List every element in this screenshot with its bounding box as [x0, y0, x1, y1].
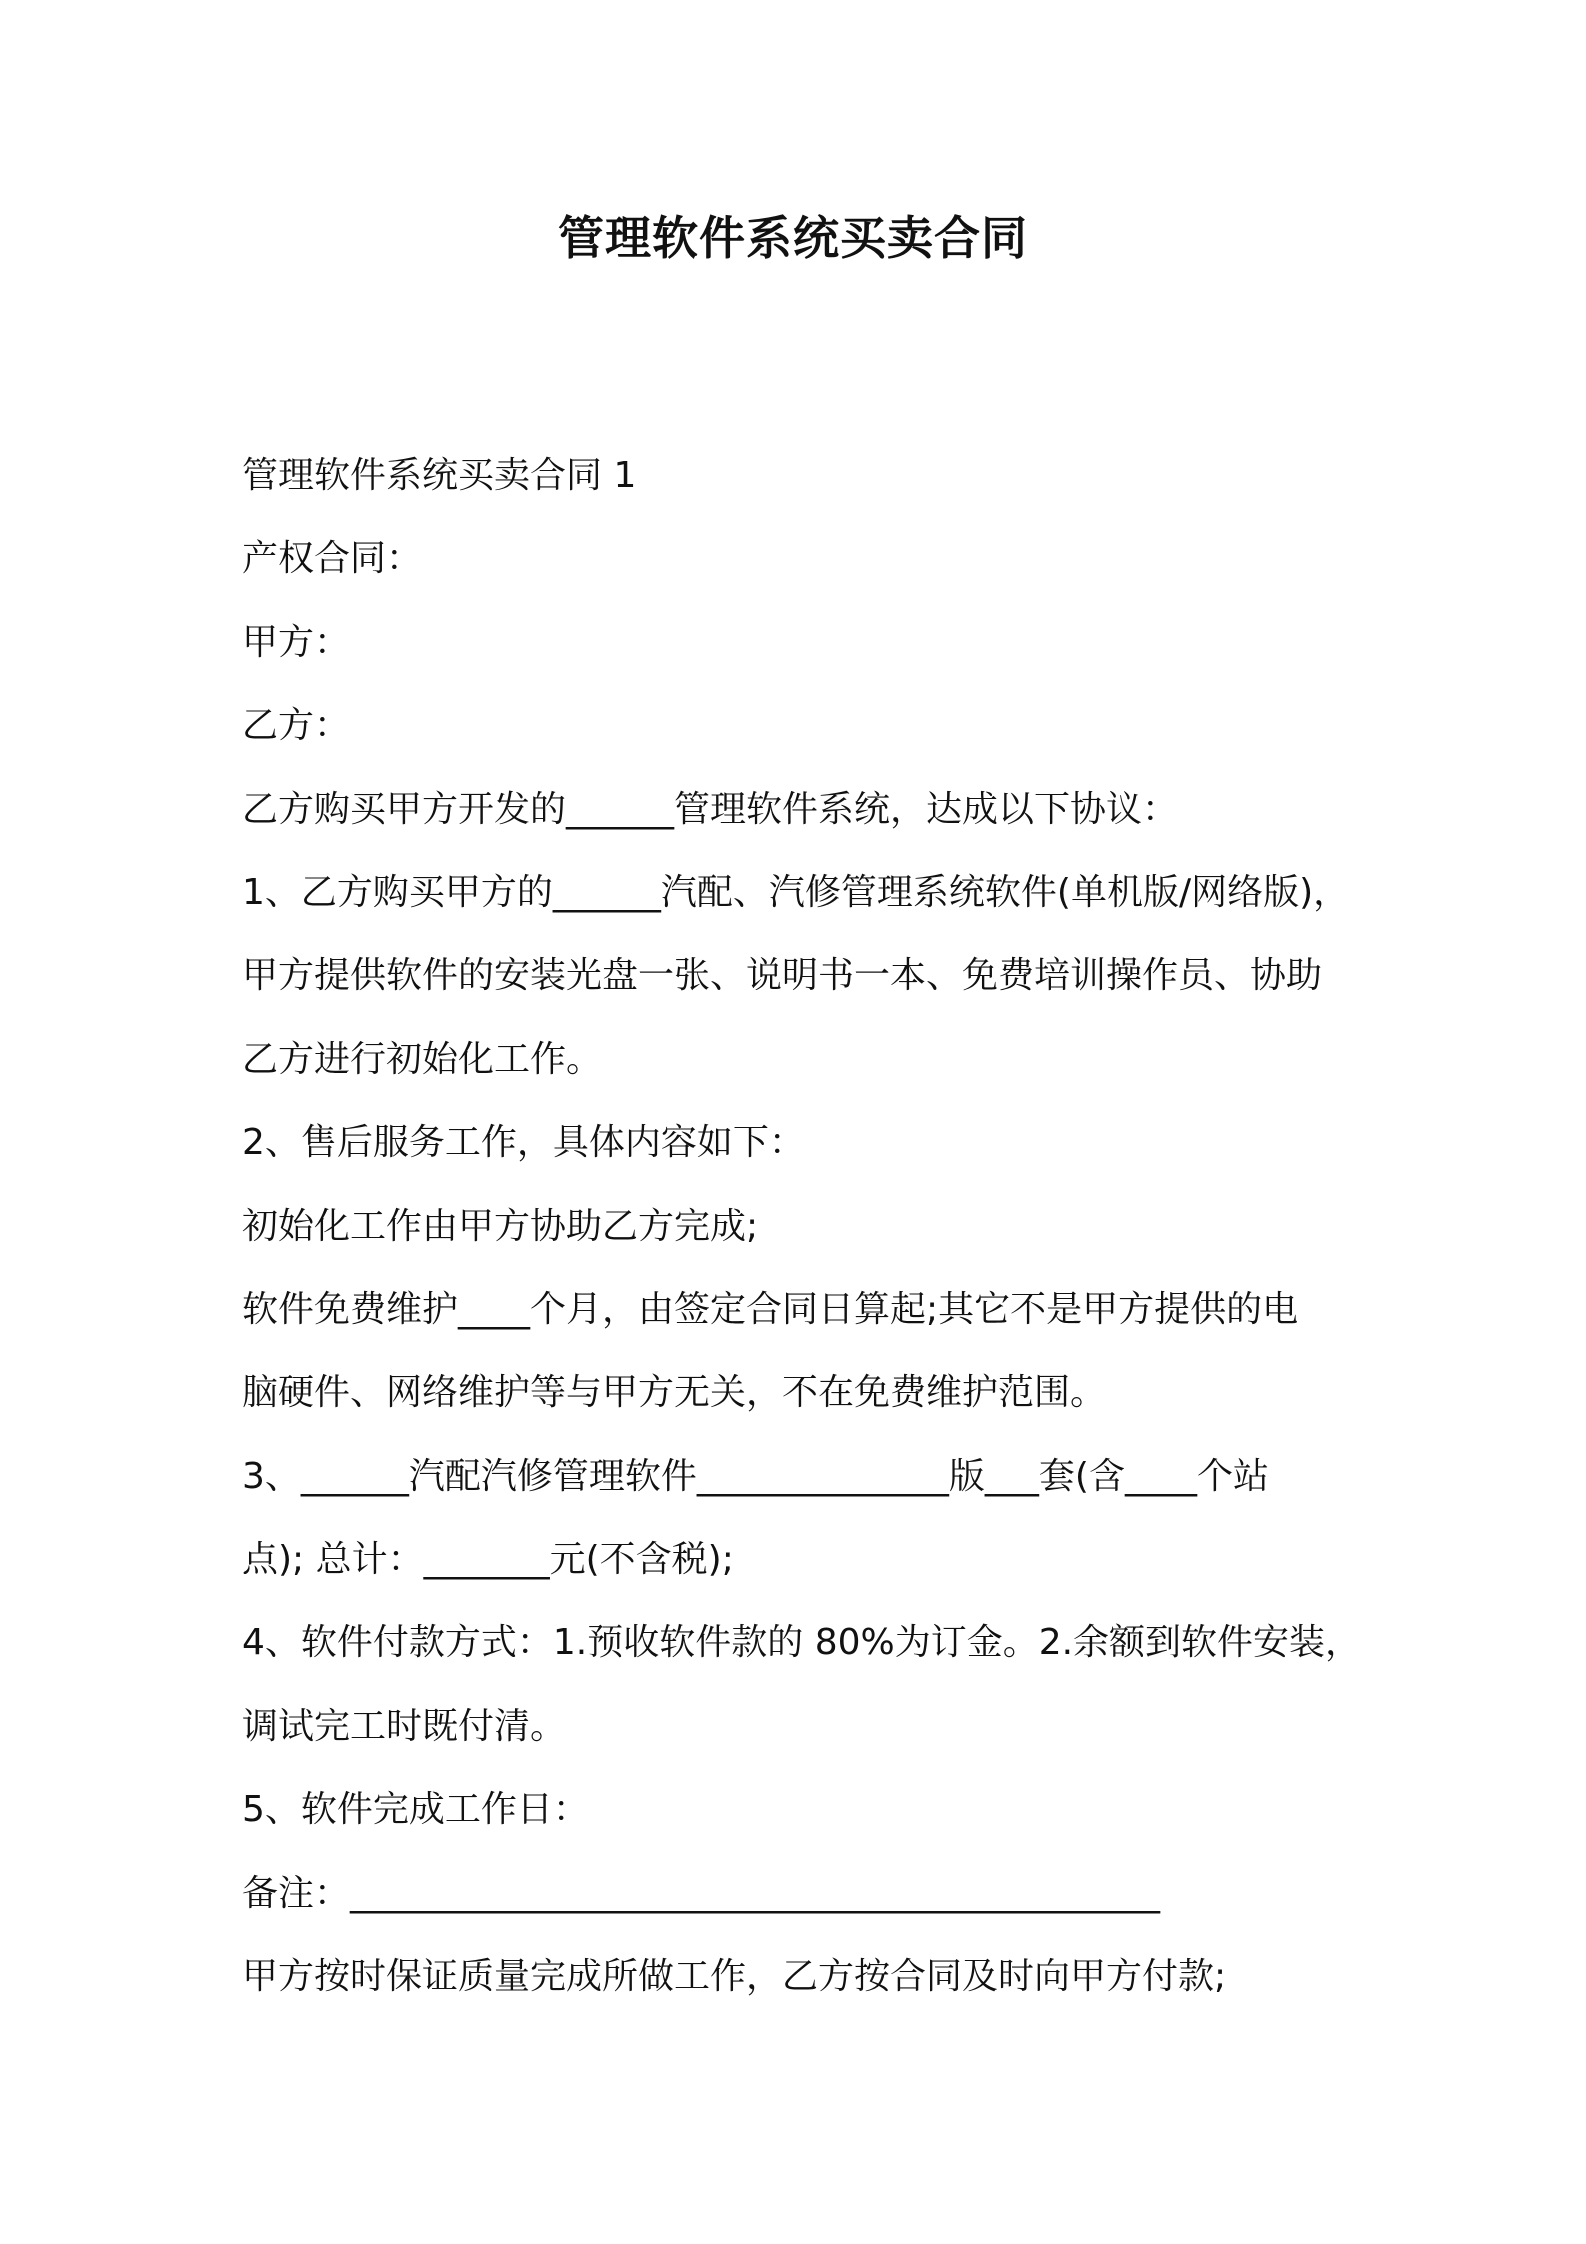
clause-4-line-2: 调试完工时既付清。 [242, 1705, 567, 1747]
clause-4-line-1: 4、软件付款方式：1.预收软件款的 80%为订金。2.余额到软件安装， [242, 1622, 1362, 1664]
clause-1-line-2: 甲方提供软件的安装光盘一张、说明书一本、免费培训操作员、协助 [242, 955, 1323, 997]
agreement-intro: 乙方购买甲方开发的______管理软件系统，达成以下协议： [242, 788, 1179, 830]
contract-subtitle: 管理软件系统买卖合同 1 [242, 455, 637, 496]
clause-1-line-3: 乙方进行初始化工作。 [242, 1038, 603, 1080]
clause-2-maintenance-line-1: 软件免费维护____个月，由签定合同日算起;其它不是甲方提供的电 [242, 1288, 1299, 1330]
clause-3-line-2: 点); 总计：_______元(不含税); [242, 1539, 734, 1581]
clause-3-line-1: 3、______汽配汽修管理软件______________版___套(含____个站 [242, 1455, 1269, 1497]
party-b-label: 乙方： [242, 705, 351, 747]
clause-5-workdays: 5、软件完成工作日： [242, 1789, 589, 1831]
document-title: 管理软件系统买卖合同 [558, 211, 1028, 265]
final-clause: 甲方按时保证质量完成所做工作，乙方按合同及时向甲方付款; [242, 1956, 1227, 1998]
remarks-line: 备注：_____________________________________________ [242, 1872, 1161, 1914]
clause-2-heading: 2、售后服务工作，具体内容如下： [242, 1122, 805, 1164]
property-contract-label: 产权合同： [242, 538, 423, 580]
clause-2-initialization: 初始化工作由甲方协助乙方完成; [242, 1205, 759, 1247]
document-body [242, 446, 1372, 2030]
clause-1-line-1: 1、乙方购买甲方的______汽配、汽修管理系统软件(单机版/网络版)， [242, 871, 1350, 913]
clause-2-maintenance-line-2: 脑硬件、网络维护等与甲方无关，不在免费维护范围。 [242, 1372, 1107, 1414]
party-a-label: 甲方： [242, 621, 351, 663]
